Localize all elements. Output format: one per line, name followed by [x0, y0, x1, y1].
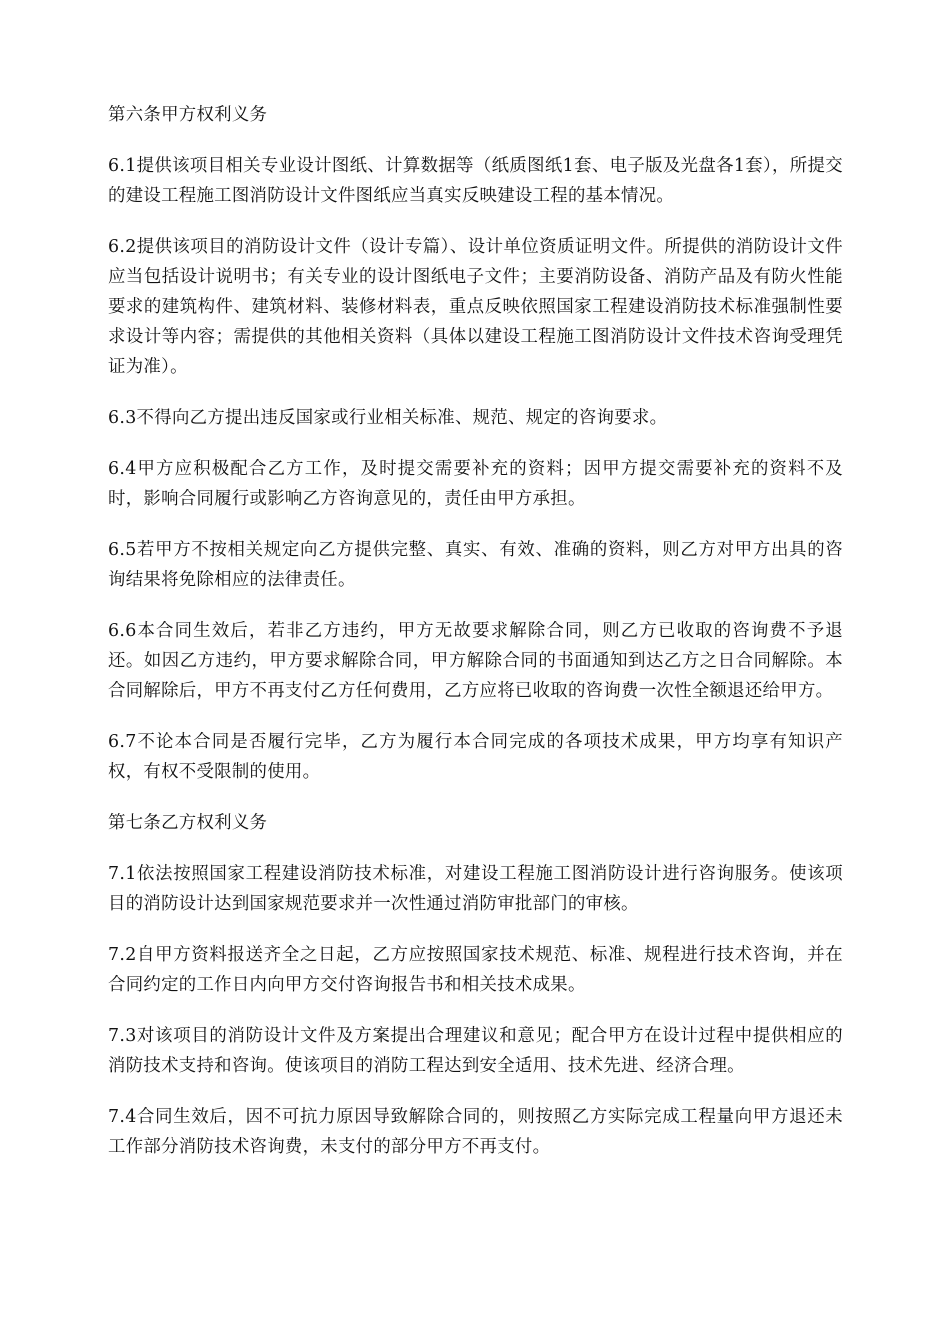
clause-7-3: 7.3对该项目的消防设计文件及方案提出合理建议和意见；配合甲方在设计过程中提供相应的消防技术支持和咨询。使该项目的消防工程达到安全适用、技术先进、经济合理。	[108, 1026, 843, 1076]
document-page	[108, 100, 843, 1183]
clause-6-7: 6.7不论本合同是否履行完毕，乙方为履行本合同完成的各项技术成果，甲方均享有知识产权，有权不受限制的使用。	[108, 732, 843, 782]
clause-7-4: 7.4合同生效后，因不可抗力原因导致解除合同的，则按照乙方实际完成工程量向甲方退还未工作部分消防技术咨询费，未支付的部分甲方不再支付。	[108, 1107, 843, 1157]
section-7-title: 第七条乙方权利义务	[108, 813, 268, 833]
clause-7-2: 7.2自甲方资料报送齐全之日起，乙方应按照国家技术规范、标准、规程进行技术咨询，并在合同约定的工作日内向甲方交付咨询报告书和相关技术成果。	[108, 945, 843, 995]
clause-6-4: 6.4甲方应积极配合乙方工作，及时提交需要补充的资料；因甲方提交需要补充的资料不及时，影响合同履行或影响乙方咨询意见的，责任由甲方承担。	[108, 459, 843, 509]
clause-6-2: 6.2提供该项目的消防设计文件（设计专篇）、设计单位资质证明文件。所提供的消防设计文件应当包括设计说明书；有关专业的设计图纸电子文件；主要消防设备、消防产品及有防火性能要求的建筑构件、建筑材料、装修材料表，重点反映依照国家工程建设消防技术标准强制性要求设计等内容；需提供的其他相关资料（具体以建设工程施工图消防设计文件技术咨询受理凭证为准）。	[108, 237, 843, 377]
clause-6-1: 6.1提供该项目相关专业设计图纸、计算数据等（纸质图纸1套、电子版及光盘各1套），所提交的建设工程施工图消防设计文件图纸应当真实反映建设工程的基本情况。	[108, 156, 843, 206]
clause-6-3: 6.3不得向乙方提出违反国家或行业相关标准、规范、规定的咨询要求。	[108, 408, 668, 428]
clause-6-5: 6.5若甲方不按相关规定向乙方提供完整、真实、有效、准确的资料，则乙方对甲方出具的咨询结果将免除相应的法律责任。	[108, 540, 843, 590]
section-6-title: 第六条甲方权利义务	[108, 105, 268, 125]
clause-7-1: 7.1依法按照国家工程建设消防技术标准，对建设工程施工图消防设计进行咨询服务。使该项目的消防设计达到国家规范要求并一次性通过消防审批部门的审核。	[108, 864, 843, 914]
clause-6-6: 6.6本合同生效后，若非乙方违约，甲方无故要求解除合同，则乙方已收取的咨询费不予退还。如因乙方违约，甲方要求解除合同，甲方解除合同的书面通知到达乙方之日合同解除。本合同解除后，甲方不再支付乙方任何费用，乙方应将已收取的咨询费一次性全额退还给甲方。	[108, 621, 843, 701]
